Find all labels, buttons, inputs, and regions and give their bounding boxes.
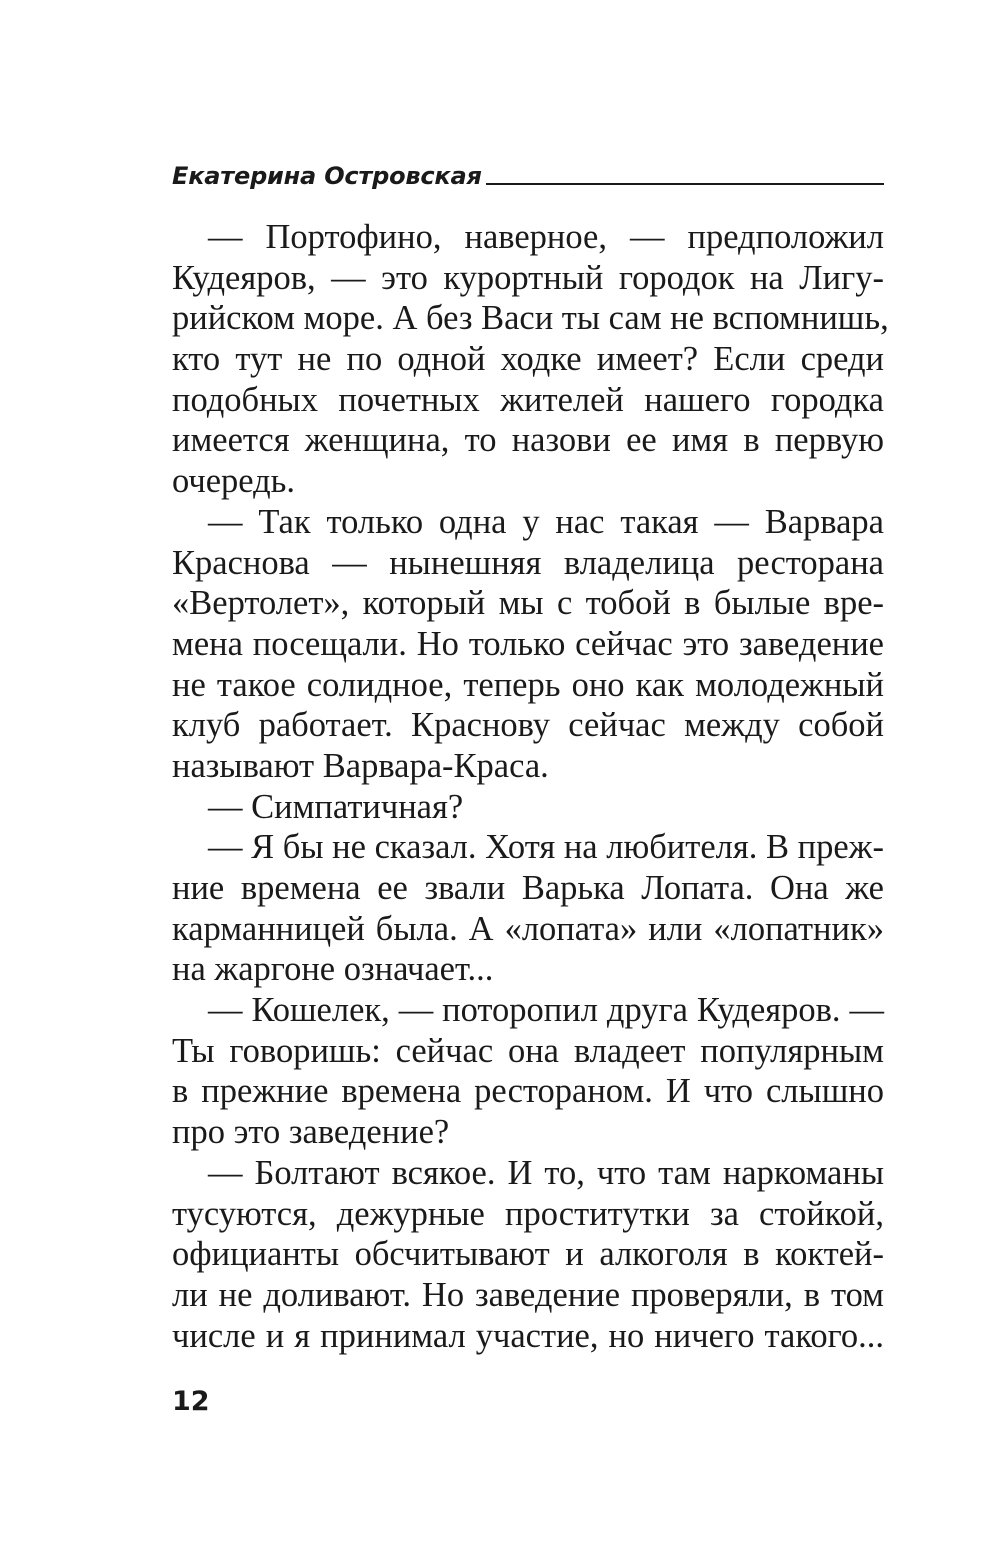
text-line: «Вертолет», который мы с тобой в былые вре- xyxy=(172,584,884,623)
text-line: тусуются, дежурные проститутки за стойкой, xyxy=(172,1194,884,1233)
text-line: Краснова — нынешняя владелица ресторана xyxy=(172,543,884,582)
header-author: Екатерина Островская xyxy=(172,162,482,190)
text-line: — Так только одна у нас такая — Варвара xyxy=(208,502,884,541)
header-rule xyxy=(486,183,884,185)
text-line: рийском море. А без Васи ты сам не вспомнишь, xyxy=(172,299,889,338)
text-line: имеется женщина, то назови ее имя в первую xyxy=(172,421,884,460)
text-line: в прежние времена рестораном. И что слышно xyxy=(172,1072,884,1111)
text-line: числе и я принимал участие, но ничего такого... xyxy=(172,1316,884,1355)
text-line: клуб работает. Краснову сейчас между собой xyxy=(172,706,884,745)
text-line: ние времена ее звали Варька Лопата. Она же xyxy=(172,869,884,907)
text-line: не такое солидное, теперь оно как молодежный xyxy=(172,665,884,704)
text-line: карманницей была. А «лопата» или «лопатник» xyxy=(172,909,884,948)
text-line: — Симпатичная? xyxy=(208,787,464,826)
running-header xyxy=(172,158,884,190)
text-line: — Болтают всякое. И то, что там наркоманы xyxy=(208,1153,884,1192)
text-line: — Я бы не сказал. Хотя на любителя. В преж- xyxy=(208,828,884,867)
text-line: ли не доливают. Но заведение проверяли, в том xyxy=(172,1275,884,1314)
text-line: очередь. xyxy=(172,462,296,501)
text-line: подобных почетных жителей нашего городка xyxy=(172,380,884,419)
text-line: про это заведение? xyxy=(172,1113,450,1152)
text-line: кто тут не по одной ходке имеет? Если среди xyxy=(172,340,884,379)
text-line: — Портофино, наверное, — предположил xyxy=(208,218,884,256)
text-line: Кудеяров, — это курортный городок на Лигу- xyxy=(172,258,884,297)
page-number: 12 xyxy=(172,1386,210,1417)
text-line: — Кошелек, — поторопил друга Кудеяров. — xyxy=(208,991,884,1030)
body-text xyxy=(172,217,889,1356)
text-line: Ты говоришь: сейчас она владеет популярным xyxy=(172,1031,884,1070)
text-line: называют Варвара-Краса. xyxy=(172,746,549,785)
text-line: официанты обсчитывают и алкоголя в коктей- xyxy=(172,1235,884,1274)
text-line: мена посещали. Но только сейчас это заведение xyxy=(172,624,884,663)
text-line: на жаргоне означает... xyxy=(172,950,494,989)
